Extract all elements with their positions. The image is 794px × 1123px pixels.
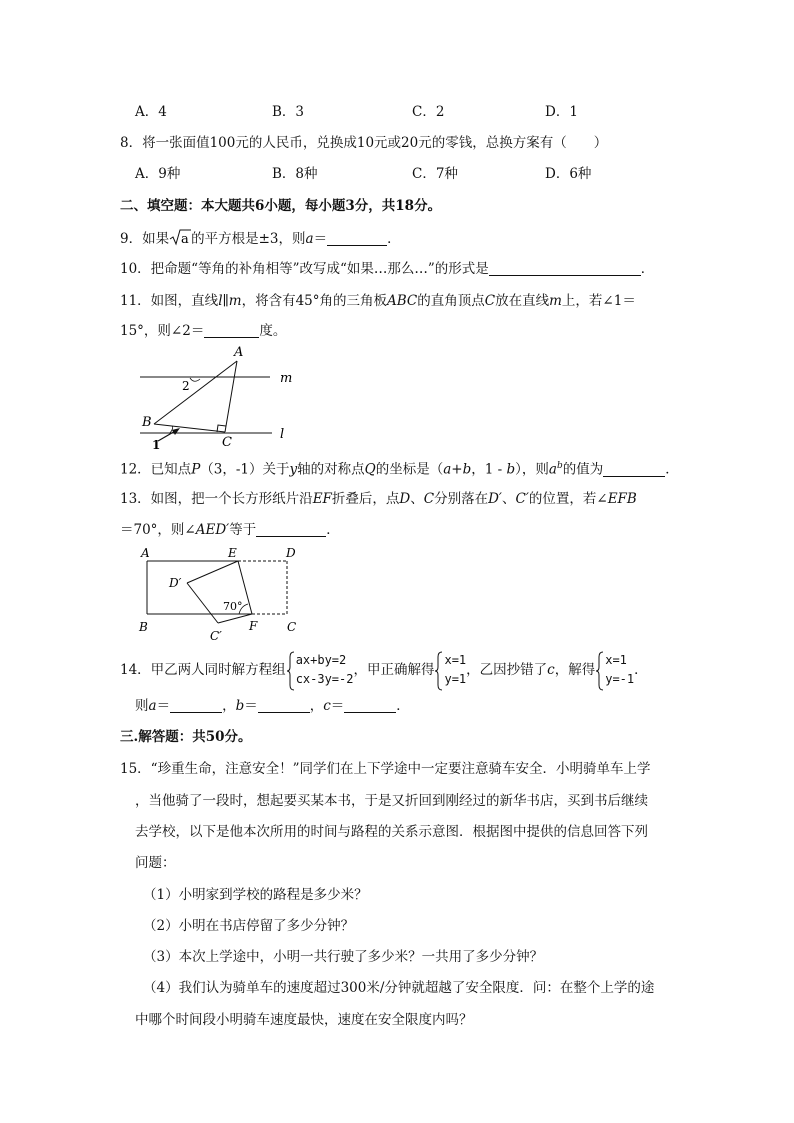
q14-text-b: ，甲正确解得 — [353, 662, 435, 678]
q14-eq-sign-3: ＝ — [330, 698, 345, 714]
q13-text-e: 分别落在 — [434, 491, 489, 507]
q14-eq-sign-2: ＝ — [244, 698, 258, 714]
q9-radicand: a — [181, 232, 189, 246]
sqrt-symbol — [169, 228, 191, 251]
q15-sub-3: （3）本次上学途中，小明一共行驶了多少米？一共用了多少分钟？ — [143, 949, 544, 965]
q13-efb: EFB — [607, 491, 637, 507]
q11-text-b: ，将含有45°角的三角板 — [241, 293, 388, 309]
q12-p: P — [191, 461, 201, 478]
q14-c: c — [547, 662, 555, 678]
q12-b: b — [506, 461, 516, 478]
q11-abc: ABC — [387, 293, 418, 309]
label-a: A — [234, 345, 244, 360]
label-angle-1: 1 — [152, 438, 161, 450]
label-angle-70: 70° — [223, 600, 243, 613]
q8-option-a: A．9种 — [135, 166, 181, 182]
q11-m2: m — [549, 293, 562, 309]
q13-text-b: 折叠后，点 — [331, 491, 400, 507]
q7-option-b: B．3 — [272, 104, 305, 120]
q12-text-h: ），则 — [515, 461, 549, 478]
label-a: A — [141, 546, 150, 560]
q13-d: D — [399, 491, 411, 507]
side-ed-prime — [187, 561, 238, 583]
q12-text-f: ，1 - — [471, 461, 507, 478]
q9-var: a — [305, 231, 314, 247]
section-2-title: 二、填空题：本大题共6小题，每小题3分，共18分。 — [120, 198, 442, 214]
label-c: C — [287, 620, 297, 634]
q14-text-c: ，乙因抄错了 — [466, 662, 548, 678]
question-13-line1 — [120, 490, 637, 508]
q12-text-a: 12．已知点 — [120, 461, 192, 478]
label-e: E — [228, 546, 237, 560]
label-m: m — [280, 371, 293, 386]
q14-sol2-y: y=-1 — [605, 672, 635, 686]
label-b: B — [142, 415, 152, 430]
q13-aed: AED′ — [195, 522, 230, 538]
label-b: B — [139, 620, 148, 634]
question-14-line1 — [120, 650, 648, 690]
q14-text-then: 则 — [135, 698, 149, 714]
q8-option-c: C．7种 — [412, 166, 458, 182]
q13-text-h: ＝70°，则∠ — [120, 522, 196, 538]
q11-parallel: ∥ — [222, 293, 229, 309]
q12-text-c: 轴的对称点 — [297, 461, 365, 478]
q14-a: a — [148, 698, 157, 714]
q14-solution-2 — [595, 651, 634, 689]
q15-line-4: 问题： — [135, 855, 176, 871]
q14-c2: c — [323, 698, 331, 714]
q12-y: y — [289, 461, 298, 478]
question-9: 9．如果 a 的平方根是±3，则a＝ ． — [120, 228, 401, 251]
q12-answer-blank[interactable] — [603, 462, 665, 477]
q14-c-blank[interactable] — [344, 698, 396, 713]
label-c-prime: C′ — [210, 629, 222, 643]
q13-ef: EF — [312, 491, 332, 507]
q7-option-c: C．2 — [412, 104, 445, 120]
label-d: D — [286, 546, 296, 560]
q13-c: C — [423, 491, 435, 507]
q13-text-f: 、 — [501, 491, 516, 507]
q14-system — [286, 651, 354, 689]
q9-post: ＝ — [313, 231, 328, 247]
q15-line-1: 15．“珍重生命，注意安全！”同学们在上下学途中一定要注意骑车安全．小明骑单车上学 — [120, 761, 651, 777]
q14-sol1-x: x=1 — [444, 653, 467, 667]
question-14-line2 — [135, 697, 410, 715]
q14-sep-2: ， — [309, 698, 324, 714]
q15-last-line: 中哪个时间段小明骑车速度最快，速度在安全限度内吗？ — [135, 1012, 473, 1028]
q13-figure — [135, 543, 305, 648]
q11-text-d: 放在直线 — [495, 293, 550, 309]
q11-c: C — [484, 293, 496, 309]
q14-text-e: ． — [634, 662, 648, 678]
label-c: C — [222, 435, 232, 450]
question-10: 10．把命题“等角的补角相等”改写成“如果…那么…”的形式是 ． — [120, 261, 655, 277]
q7-option-d: D．1 — [545, 104, 578, 120]
side-c-prime-f — [218, 614, 252, 623]
question-11-line1 — [120, 292, 636, 310]
label-angle-2: 2 — [182, 379, 190, 393]
q11-text-g: 度。 — [259, 323, 287, 339]
question-11-line2 — [120, 322, 286, 340]
q14-b-blank[interactable] — [258, 698, 310, 713]
q14-b: b — [235, 698, 245, 714]
q9-answer-blank[interactable] — [327, 231, 387, 246]
question-13-line2: ＝70°，则∠AED′等于 ． — [120, 522, 340, 538]
q14-sol2-x: x=1 — [605, 653, 627, 667]
q13-text-a: 13．如图，把一个长方形纸片沿 — [120, 491, 313, 507]
angle-1-arc — [170, 426, 173, 433]
side-bc — [154, 424, 225, 432]
brace-icon — [595, 651, 605, 691]
q9-pre: 9．如果 — [120, 231, 170, 247]
angle-2-arc — [190, 378, 200, 381]
q8-option-b: B．8种 — [272, 166, 318, 182]
q13-text-c: 、 — [410, 491, 424, 507]
q11-figure — [130, 340, 300, 450]
q14-sol1-y: y=1 — [444, 672, 467, 686]
q15-sub-1: （1）小明家到学校的路程是多少米？ — [143, 887, 368, 903]
section-3-title: 三.解答题：共50分。 — [120, 729, 252, 745]
q13-d-prime: D′ — [488, 491, 502, 507]
brace-icon — [286, 651, 296, 691]
arrow-head-icon — [172, 428, 180, 435]
q11-answer-blank[interactable] — [204, 323, 259, 338]
q9-mid: 的平方根是±3，则 — [191, 231, 306, 247]
q15-line-2: ，当他骑了一段时，想起要买某本书，于是又折回到刚经过的新华书店，买到书后继续 — [135, 793, 648, 809]
q13-text-g: 的位置，若∠ — [528, 491, 608, 507]
q13-c-prime: C′ — [515, 491, 529, 507]
q8-stem: 8．将一张面值100元的人民币，兑换成10元或20元的零钱，总换方案有（ ） — [120, 135, 608, 151]
q11-text-c: 的直角顶点 — [417, 293, 485, 309]
q10-answer-blank[interactable] — [489, 261, 641, 276]
q14-end: ． — [396, 698, 410, 714]
brace-icon — [434, 651, 444, 691]
q10-text: 10．把命题“等角的补角相等”改写成“如果…那么…”的形式是 — [120, 261, 489, 277]
side-ac — [225, 361, 237, 432]
q14-text-d: ，解得 — [554, 662, 596, 678]
q15-sub-4: （4）我们认为骑单车的速度超过300米/分钟就超越了安全限度．问：在整个上学的途 — [143, 980, 655, 996]
q14-a-blank[interactable] — [170, 698, 222, 713]
q13-text-i: 等于 — [229, 522, 257, 538]
q11-m: m — [228, 293, 242, 309]
q14-solution-1 — [434, 651, 466, 689]
q11-text-e: 上，若∠1＝ — [561, 293, 636, 309]
q14-text-a: 14．甲乙两人同时解方程组 — [120, 662, 286, 678]
q12-base: a — [548, 461, 557, 478]
q14-eq-2: cx-3y=-2 — [295, 672, 354, 686]
q12-exp: b — [556, 461, 563, 471]
q15-sub-2: （2）小明在书店停留了多少分钟？ — [143, 918, 355, 934]
q11-text-a: 11．如图，直线 — [120, 293, 219, 309]
q14-eq-1: ax+by=2 — [295, 653, 347, 667]
label-f: F — [249, 619, 258, 633]
q14-eq-sign-1: ＝ — [156, 698, 171, 714]
side-d-prime-c-prime — [187, 583, 218, 623]
q12-a-plus-b: a+b — [443, 461, 472, 478]
q11-l: l — [218, 293, 223, 309]
q12-text-i: 的值为 — [562, 461, 604, 478]
q15-line-3: 去学校，以下是他本次所用的时间与路程的关系示意图．根据图中提供的信息回答下列 — [135, 824, 648, 840]
label-l: l — [280, 427, 285, 442]
q11-text-f: 15°，则∠2＝ — [120, 323, 205, 339]
q14-sep-1: ， — [222, 698, 236, 714]
q13-answer-blank[interactable] — [256, 522, 326, 537]
question-12: 12．已知点P（3，-1）关于y轴的对称点Q的坐标是（a+b，1 - b），则$a^b$的值为 ． — [120, 461, 679, 478]
q12-text-d: 的坐标是（ — [375, 461, 444, 478]
q12-q: Q — [364, 461, 376, 478]
q7-option-a: A．4 — [135, 104, 167, 120]
label-d-prime: D′ — [169, 576, 182, 590]
q12-text-b: （3，-1）关于 — [200, 461, 290, 478]
q8-option-d: D．6种 — [545, 166, 592, 182]
side-ab — [154, 361, 237, 424]
